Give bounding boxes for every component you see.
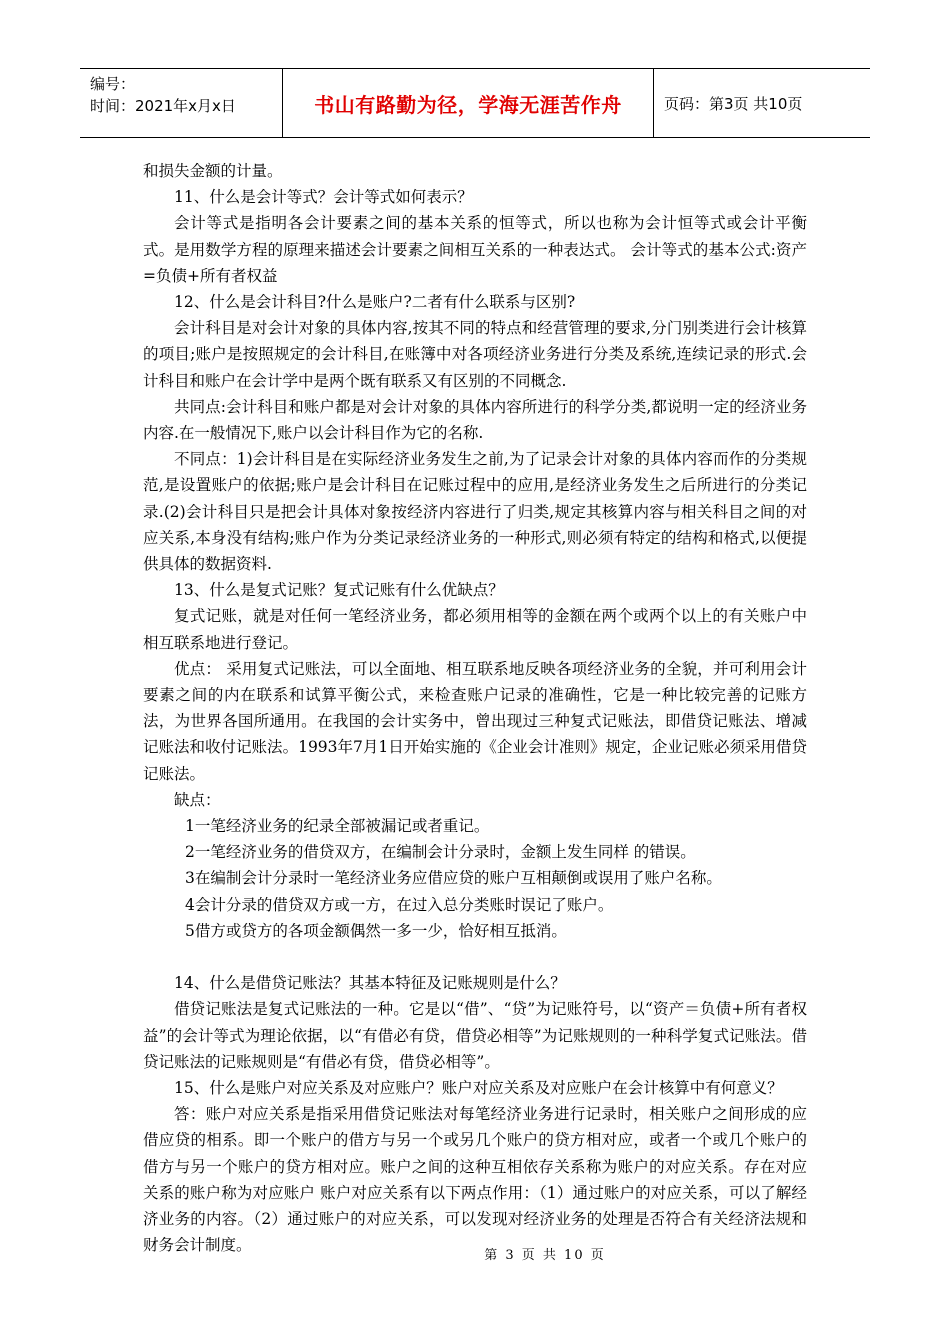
header-meta [80,69,283,137]
list-item: 2一笔经济业务的借贷双方，在编制会计分录时，金额上发生同样 的错误。 [185,843,696,862]
paragraph: 共同点:会计科目和账户都是对会计对象的具体内容所进行的科学分类,都说明一定的经济业务内容.在一般情况下,账户以会计科目作为它的名称. [143,397,807,443]
header-page-info: 页码：第3页 共10页 [664,94,803,113]
paragraph: 14、什么是借贷记账法？其基本特征及记账规则是什么？ [174,974,566,993]
document-body [143,158,807,1258]
list-item: 3在编制会计分录时一笔经济业务应借应贷的账户互相颠倒或误用了账户名称。 [185,869,722,888]
paragraph: 15、什么是账户对应关系及对应账户？账户对应关系及对应账户在会计核算中有何意义？ [174,1078,783,1097]
doc-date: 时间：2021年x月x日 [90,97,236,115]
paragraph: 答：账户对应关系是指采用借贷记账法对每笔经济业务进行记录时，相关账户之间形成的应借应贷的相系。即一个账户的借方与另一个或另几个账户的贷方相对应，或者一个或几个账户的借方与另一个账户的贷方相对应。账户之间的这种互相依存关系称为账户的对应关系。存在对应关系的账户称为对应账户 账户对应关系有以下两点作用：（1）通过账户的对应关系，可以了解经济业务的内容。（2）通过账户的对应关系，可以发现对经济业务的处理是否符合有关经济法规和财务会计制度。 [143,1105,807,1255]
footer-page-number: 第 3 页 共 10 页 [484,1248,606,1263]
page-header [80,68,870,138]
paragraph: 会计科目是对会计对象的具体内容,按其不同的特点和经营管理的要求,分门别类进行会计核算的项目;账户是按照规定的会计科目,在账簿中对各项经济业务进行分类及系统,连续记录的形式.会计科目和账户在会计学中是两个既有联系又有区别的不同概念. [143,319,807,390]
header-motto: 书山有路勤为径，学海无涯苦作舟 [283,69,654,137]
doc-code: 编号： [90,75,136,93]
paragraph: 12、什么是会计科目?什么是账户?二者有什么联系与区别? [174,293,576,312]
blank-line [143,944,807,970]
list-item: 4会计分录的借贷双方或一方，在过入总分类账时误记了账户。 [185,895,614,914]
list-item: 5借方或贷方的各项金额偶然一多一少，恰好相互抵消。 [185,921,567,940]
paragraph: 11、什么是会计等式？会计等式如何表示？ [174,188,473,207]
paragraph: 会计等式是指明各会计要素之间的基本关系的恒等式，所以也称为会计恒等式或会计平衡式。是用数学方程的原理来描述会计要素之间相互关系的一种表达式。 会计等式的基本公式:资产=负债+所有者权益 [143,214,807,285]
paragraph: 和损失金额的计量。 [143,162,283,180]
paragraph: 优点： 采用复式记账法，可以全面地、相互联系地反映各项经济业务的全貌，并可利用会计要素之间的内在联系和试算平衡公式，来检查账户记录的准确性，它是一种比较完善的记账方法，为世界各国所通用。在我国的会计实务中，曾出现过三种复式记账法，即借贷记账法、增减记账法和收付记账法。1993年7月1日开始实施的《企业会计准则》规定，企业记账必须采用借贷记账法。 [143,659,807,783]
page-footer [0,1244,950,1263]
paragraph: 复式记账，就是对任何一笔经济业务，都必须用相等的金额在两个或两个以上的有关账户中相互联系地进行登记。 [143,607,807,652]
paragraph: 不同点：1)会计科目是在实际经济业务发生之前,为了记录会计对象的具体内容而作的分类规范,是设置账户的依据;账户是会计科目在记账过程中的应用,是经济业务发生之后所进行的分类记录.(2)会计科目只是把会计具体对象按经济内容进行了归类,规定其核算内容与相关科目之间的对应关系,本身没有结构;账户作为分类记录经济业务的一种形式,则必须有特定的结构和格式,以便提供具体的数据资料. [143,450,807,574]
list-item: 1一笔经济业务的纪录全部被漏记或者重记。 [185,817,490,836]
paragraph: 缺点： [174,790,221,809]
paragraph: 13、什么是复式记账？复式记账有什么优缺点？ [174,581,504,600]
paragraph: 借贷记账法是复式记账法的一种。它是以“借”、“贷”为记账符号，以“资产＝负债+所有者权益”的会计等式为理论依据，以“有借必有贷，借贷必相等”为记账规则的一种科学复式记账法。借贷记账法的记账规则是“有借必有贷，借贷必相等”。 [143,1000,807,1071]
